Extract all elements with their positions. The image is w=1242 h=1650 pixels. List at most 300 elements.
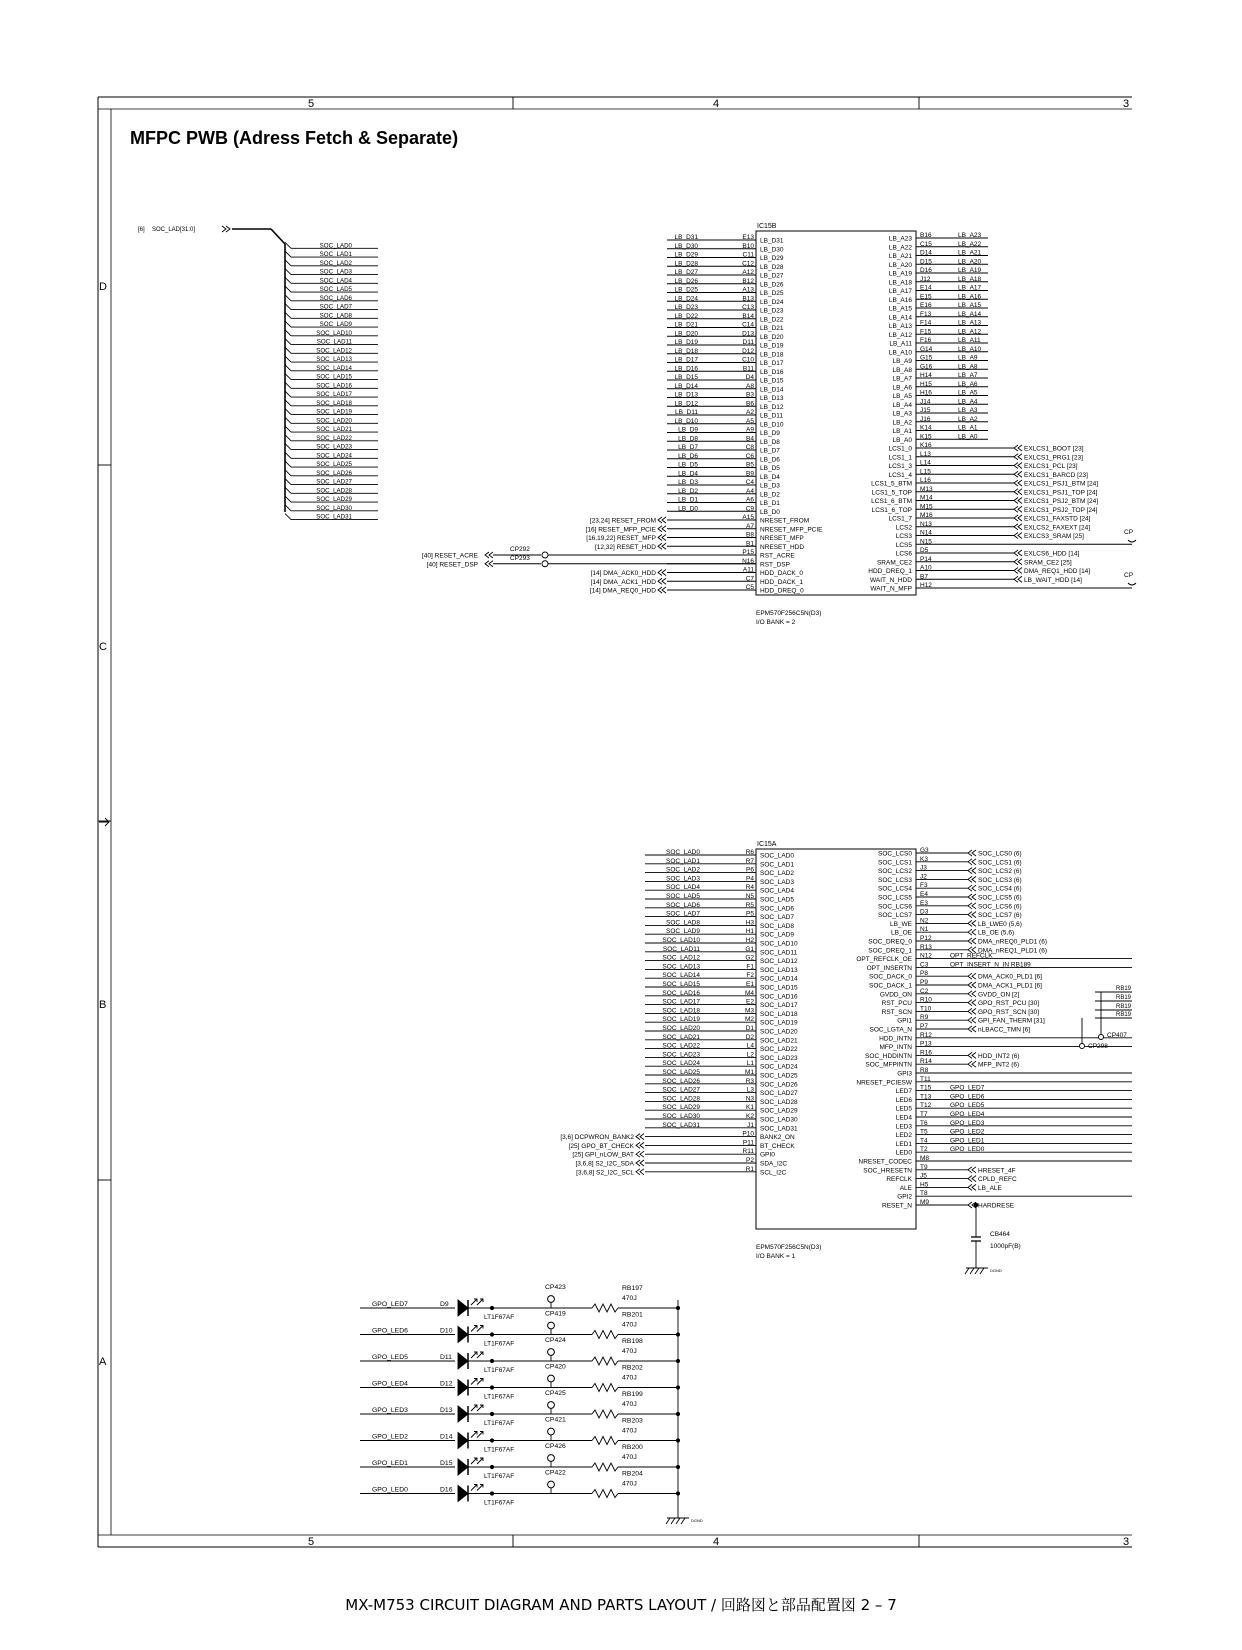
bus-tap-label: SOC_LAD0 — [319, 242, 352, 250]
net-connector — [1014, 463, 1022, 469]
net-label: DMA_ACK0_PLD1 [6] — [978, 973, 1042, 981]
pin-name: LB_A23 — [888, 235, 912, 243]
pin-name: SOC_DREQ_1 — [868, 947, 912, 955]
pin-name: LB_WE — [889, 920, 912, 928]
net-connector — [485, 561, 493, 567]
test-point-icon — [548, 1402, 555, 1409]
test-point-ref: CP407 — [1107, 1032, 1127, 1039]
pin-number: A10 — [920, 564, 932, 572]
pin-number: J15 — [920, 407, 931, 414]
pin-name: LB_D3 — [760, 482, 780, 490]
pin-number: G15 — [920, 354, 933, 362]
pin-number: J16 — [920, 415, 931, 423]
net-label: SOC_LAD18 — [662, 1007, 700, 1015]
net-label: SOC_LCS4 (6) — [978, 885, 1022, 893]
pin-name: LB_D23 — [760, 307, 784, 315]
pin-number: K16 — [920, 442, 932, 449]
test-point-icon — [548, 1322, 555, 1329]
net-label: LB_D14 — [674, 382, 698, 390]
resistor-ref: RB202 — [622, 1364, 643, 1372]
net-connector — [1014, 524, 1022, 530]
net-label: SOC_LAD20 — [662, 1025, 700, 1032]
pin-number: B12 — [742, 277, 754, 285]
resistor-ref: RB197 — [622, 1285, 643, 1292]
bus-line — [271, 229, 285, 244]
pin-name: HDD_DACK_0 — [760, 570, 803, 577]
pin-number: N14 — [920, 529, 932, 537]
pin-name: SOC_LAD2 — [760, 870, 794, 878]
pin-number: H14 — [920, 372, 932, 379]
net-label: LB_D17 — [674, 356, 698, 364]
bus-tap-label: SOC_LAD14 — [316, 364, 352, 372]
net-label: SOC_LAD26 — [662, 1077, 700, 1085]
net-label: LB_A13 — [958, 319, 982, 327]
pin-name: SOC_LAD24 — [760, 1063, 798, 1071]
ground-label: DGND — [691, 1518, 703, 1523]
pin-name: SOC_LAD5 — [760, 896, 794, 904]
ic-io-bank: I/O BANK = 1 — [756, 1253, 796, 1260]
led-net-label: GPO_LED2 — [372, 1433, 408, 1441]
pin-name: SCL_I2C — [760, 1169, 787, 1177]
net-label: LB_D5 — [678, 461, 698, 469]
pin-name: MFP_INTN — [879, 1044, 912, 1052]
pin-name: LB_D11 — [760, 412, 784, 420]
net-label: SRAM_CE2 [25] — [1024, 559, 1072, 567]
bus-tap-label: SOC_LAD23 — [316, 443, 352, 451]
capacitor-ref: CB464 — [990, 1231, 1010, 1238]
light-emission-icon — [471, 1326, 483, 1332]
bus-tap — [285, 452, 291, 458]
net-label: LB_D3 — [678, 479, 698, 486]
test-point-icon — [542, 561, 548, 567]
bus-tap-label: SOC_LAD27 — [316, 478, 352, 486]
pin-number: D12 — [742, 347, 754, 355]
bus-tap — [285, 347, 291, 353]
pin-number: K14 — [920, 424, 932, 432]
resistor-ref: RB19 — [1116, 986, 1132, 992]
net-label: EXLCS1_PSJ2_BTM [24] — [1024, 498, 1099, 505]
net-label: LB_A5 — [958, 389, 978, 397]
net-connector — [968, 920, 976, 926]
net-label: GPO_RST_PCU [30] — [978, 1000, 1040, 1008]
pin-name: BT_CHECK — [760, 1142, 795, 1150]
pin-number: T7 — [920, 1111, 928, 1118]
pin-number: L15 — [920, 468, 931, 476]
soc-lad-bus — [138, 226, 378, 521]
pin-number: R13 — [920, 943, 932, 951]
net-connector — [968, 850, 976, 856]
pin-name: SOC_LAD16 — [760, 993, 798, 1001]
bus-tap — [285, 242, 291, 248]
pin-number: H5 — [920, 1181, 929, 1189]
net-label: HDD_INT2 (6) — [978, 1052, 1020, 1060]
pin-name: LB_D8 — [760, 438, 780, 446]
net-connector — [968, 929, 976, 935]
pin-name: LB_D17 — [760, 360, 784, 367]
pin-name: SOC_LAD7 — [760, 914, 794, 922]
net-label: LB_A15 — [958, 302, 982, 309]
resistor-ref: RB201 — [622, 1311, 643, 1319]
pin-number: B8 — [746, 531, 754, 539]
net-connector — [1014, 471, 1022, 477]
resistor-ref: RB203 — [622, 1417, 643, 1425]
net-label: LB_A0 — [958, 433, 978, 441]
pin-number: T9 — [920, 1163, 928, 1171]
net-connector — [658, 517, 666, 523]
net-connector — [968, 1061, 976, 1067]
net-label: SOC_LAD0 — [666, 849, 700, 856]
net-label: SOC_LAD23 — [662, 1051, 700, 1059]
net-label: LB_D13 — [674, 391, 698, 399]
net-label: SOC_LAD21 — [662, 1033, 700, 1041]
pin-number: P6 — [746, 866, 754, 874]
bus-tap-label: SOC_LAD13 — [316, 356, 352, 364]
pin-number: B14 — [742, 312, 754, 320]
pin-name: LB_A9 — [892, 358, 912, 365]
junction-dot — [490, 1465, 493, 1468]
diode-part: LT1F67AF — [484, 1393, 515, 1401]
pin-number: K2 — [746, 1113, 754, 1120]
net-label: LB_D29 — [674, 251, 698, 259]
pin-number: P10 — [742, 1130, 754, 1138]
pin-name: WAIT_N_MFP — [870, 585, 912, 593]
bus-tap — [285, 461, 291, 467]
bus-tap — [285, 321, 291, 327]
net-label: SOC_LAD5 — [666, 893, 700, 900]
net-label: SOC_LAD3 — [666, 875, 700, 883]
pin-number: R5 — [745, 901, 754, 909]
led-diode-icon — [458, 1353, 468, 1369]
pin-number: J5 — [920, 1172, 927, 1180]
bus-tap-label: SOC_LAD10 — [316, 329, 352, 337]
pin-name: LED6 — [895, 1096, 912, 1104]
net-connector — [658, 526, 666, 532]
pin-name: SOC_LAD18 — [760, 1010, 798, 1018]
net-label: LB_D26 — [674, 277, 698, 285]
pin-name: LB_A3 — [892, 410, 912, 418]
pin-name: NRESET_MFP_PCIE — [760, 526, 823, 534]
pin-number: M16 — [920, 512, 933, 519]
net-label: LB_D8 — [678, 435, 698, 443]
bus-tap — [285, 365, 291, 371]
row-label: C — [99, 641, 107, 653]
pin-number: B10 — [742, 242, 754, 250]
pin-name: LB_A13 — [888, 323, 912, 330]
pin-name: LCS1_5_BTM — [871, 480, 912, 488]
bus-tap — [285, 505, 291, 511]
bus-tap-label: SOC_LAD2 — [319, 259, 352, 267]
pin-name: OPT_REFCLK_OE — [856, 956, 912, 964]
pin-name: SOC_LAD17 — [760, 1002, 798, 1010]
bus-tap-label: SOC_LAD7 — [319, 303, 352, 311]
pin-number: L16 — [920, 477, 931, 484]
pin-number: D3 — [920, 908, 929, 916]
pin-name: LB_D1 — [760, 500, 780, 507]
pin-number: C14 — [742, 321, 754, 329]
pin-name: LED0 — [895, 1149, 912, 1157]
net-connector — [968, 859, 976, 865]
net-label: LB_D28 — [674, 260, 698, 268]
net-label: SOC_LCS0 (6) — [978, 850, 1022, 858]
net-label: EXLCS1_FAXSTD [24] — [1024, 515, 1091, 523]
led-net-label: GPO_LED3 — [372, 1407, 408, 1414]
pin-name: LCS1_4 — [888, 471, 912, 479]
resistor-icon — [592, 1331, 618, 1339]
pin-number: C10 — [742, 356, 754, 364]
test-point-ref: CP423 — [545, 1284, 566, 1291]
bus-tap — [285, 487, 291, 493]
resistor-icon — [592, 1357, 618, 1365]
pin-number: M4 — [744, 989, 754, 997]
net-label: SOC_LCS3 (6) — [978, 876, 1022, 884]
bus-tap-label: SOC_LAD31 — [316, 513, 352, 521]
net-label: SOC_LAD8 — [666, 919, 700, 927]
net-label: LB_D4 — [678, 470, 698, 478]
net-label: EXLCS3_SRAM [25] — [1024, 533, 1084, 540]
pin-name: LB_A19 — [888, 270, 912, 278]
bus-tap-label: SOC_LAD1 — [319, 251, 352, 259]
pin-name: LB_D19 — [760, 342, 784, 350]
net-connector — [1014, 550, 1022, 556]
net-label: LB_D12 — [674, 400, 698, 408]
pin-number: M3 — [744, 1007, 754, 1015]
net-connector — [658, 587, 666, 593]
bus-tap-label: SOC_LAD6 — [319, 294, 352, 302]
net-label: HARDRESE — [978, 1202, 1015, 1210]
test-point-ref: CP420 — [545, 1363, 566, 1371]
row-label: B — [99, 999, 107, 1011]
pin-number: T10 — [920, 1005, 932, 1013]
diode-part: LT1F67AF — [484, 1367, 515, 1374]
pin-name: RST_SCN — [881, 1008, 912, 1016]
net-label: GVDD_ON [2] — [978, 991, 1020, 999]
ground-hatch — [681, 1518, 685, 1524]
pin-name: SOC_LCS7 — [878, 912, 912, 920]
net-label: HRESET_4F — [978, 1167, 1016, 1175]
pin-name: LB_A7 — [892, 375, 912, 383]
net-label: EXLCS1_BARCD [23] — [1024, 471, 1088, 479]
pin-name: SOC_LAD27 — [760, 1090, 798, 1098]
resistor-value: 470J — [622, 1480, 637, 1488]
pin-number: F2 — [746, 972, 754, 980]
pin-name: GVDD_ON — [879, 991, 912, 999]
net-label: DMA_nREQ1_PLD1 (6) — [978, 947, 1047, 955]
net-label: SOC_LAD9 — [666, 928, 700, 936]
frame-arrow-icon — [99, 818, 109, 826]
net-label: LB_D6 — [678, 452, 698, 460]
net-label: LB_A23 — [958, 232, 982, 239]
pin-number: R10 — [920, 996, 932, 1004]
pin-name: SOC_LGTA_N — [869, 1026, 912, 1034]
test-point-icon — [542, 552, 548, 558]
pin-name: LB_D9 — [760, 430, 780, 437]
column-label: 3 — [1122, 1536, 1130, 1548]
pin-name: LB_D30 — [760, 246, 784, 254]
net-label: EXLCS1_PSJ1_TOP [24] — [1024, 489, 1098, 497]
net-label: LB_D18 — [674, 347, 698, 355]
pin-number: E2 — [746, 998, 754, 1006]
net-label: LB_D2 — [678, 487, 698, 495]
net-connector — [968, 876, 976, 882]
pin-number: C11 — [742, 251, 754, 259]
net-connector — [968, 1017, 976, 1023]
net-label: LB_D10 — [674, 417, 698, 425]
net-label: GPO_LED3 — [950, 1119, 985, 1127]
junction-dot — [490, 1492, 493, 1495]
pin-name: NRESET_CODEC — [858, 1158, 912, 1166]
light-emission-icon — [471, 1299, 483, 1305]
resistor-ref: RB198 — [622, 1338, 643, 1345]
bus-tap — [285, 374, 291, 380]
net-label: [14] DMA_REQ0_HDD — [589, 587, 656, 595]
net-label: LB_A20 — [958, 258, 982, 266]
led-diode-icon — [458, 1380, 468, 1396]
net-label: [25] GPO_BT_CHECK — [568, 1142, 634, 1150]
net-label: LB_A4 — [958, 398, 978, 406]
net-connector — [968, 973, 976, 979]
bus-tap — [285, 382, 291, 388]
net-connector — [968, 991, 976, 997]
pin-number: K15 — [920, 433, 932, 441]
resistor-value: 470J — [622, 1348, 637, 1355]
pin-number: P9 — [920, 979, 928, 986]
net-label: [12,32] RESET_HDD — [594, 543, 656, 551]
ic-ref: IC15A — [757, 841, 777, 848]
pin-number: L3 — [746, 1086, 754, 1094]
pin-name: LB_A11 — [889, 340, 912, 348]
pin-name: LCS1_5_TOP — [871, 489, 912, 497]
column-label: 5 — [307, 98, 315, 110]
pin-name: LB_A5 — [892, 393, 912, 400]
net-label: EXLCS2_FAXEXT [24] — [1024, 524, 1090, 532]
net-label: LB_A8 — [958, 363, 978, 371]
pin-name: SOC_DACK_0 — [869, 973, 912, 981]
diode-ref: D10 — [440, 1327, 453, 1335]
net-label: LB_D11 — [674, 409, 698, 416]
net-label: LB_D31 — [674, 234, 698, 241]
led-net-label: GPO_LED0 — [372, 1486, 408, 1494]
led-diode-icon — [458, 1433, 468, 1449]
pin-name: LCS1_6_BTM — [871, 498, 912, 505]
pin-number: R4 — [745, 884, 754, 892]
bus-tap-label: SOC_LAD5 — [319, 286, 352, 294]
net-connector — [1014, 533, 1022, 539]
pin-name: LED7 — [895, 1088, 912, 1096]
pin-name: LB_D2 — [760, 491, 780, 499]
pin-name: SOC_LAD25 — [760, 1072, 798, 1080]
pin-name: LB_A16 — [888, 296, 912, 304]
pin-number: P2 — [746, 1157, 754, 1164]
pin-number: H16 — [920, 389, 932, 397]
bus-tap — [285, 295, 291, 301]
net-label: LB_D19 — [674, 339, 698, 346]
pin-number: P7 — [920, 1023, 928, 1030]
pin-number: R3 — [745, 1077, 754, 1085]
pin-name: SOC_LCS4 — [878, 885, 912, 893]
net-label: GPO_LED2 — [950, 1128, 985, 1136]
pin-number: H15 — [920, 380, 932, 388]
pin-name: LB_D18 — [760, 351, 784, 359]
diode-part: LT1F67AF — [484, 1340, 515, 1348]
pin-name: SOC_LAD22 — [760, 1046, 798, 1054]
pin-number: P13 — [920, 1040, 932, 1048]
pin-number: H1 — [745, 928, 754, 936]
resistor-value: 470J — [622, 1321, 637, 1329]
bus-tap-label: SOC_LAD28 — [316, 487, 352, 495]
pin-name: SOC_HDDINTN — [865, 1052, 912, 1060]
pin-number: J3 — [920, 864, 927, 872]
net-label: SOC_LAD31 — [662, 1121, 700, 1129]
net-label: GPO_LED1 — [950, 1137, 985, 1145]
junction-dot — [490, 1306, 493, 1309]
resistor-value: 470J — [622, 1427, 637, 1435]
net-connector — [968, 1184, 976, 1190]
bus-tap-label: SOC_LAD17 — [316, 391, 352, 399]
pin-name: SOC_LAD30 — [760, 1116, 798, 1124]
net-connector — [968, 1008, 976, 1014]
pin-name: LCS1_1 — [888, 454, 912, 462]
pin-name: HDD_DREQ_1 — [868, 568, 912, 575]
net-label: LB_D25 — [674, 286, 698, 294]
pin-number: C6 — [745, 452, 754, 460]
pin-number: E16 — [920, 302, 932, 309]
pin-number: F16 — [920, 337, 932, 344]
bus-tap-label: SOC_LAD12 — [316, 347, 352, 355]
pin-number: C13 — [742, 304, 754, 311]
diode-ref: D15 — [440, 1460, 453, 1467]
diode-part: LT1F67AF — [484, 1499, 515, 1507]
pin-name: SOC_LAD13 — [760, 966, 798, 974]
pin-number: R12 — [920, 1031, 932, 1039]
net-label: [14] DMA_ACK1_HDD — [590, 578, 656, 586]
pin-number: D1 — [745, 1025, 754, 1032]
pin-name: LB_D10 — [760, 421, 784, 429]
net-label: LB_A6 — [958, 380, 978, 388]
bus-tap-label: SOC_LAD3 — [319, 268, 352, 276]
ground-hatch — [676, 1518, 680, 1524]
net-label: [40] RESET_DSP — [426, 561, 478, 569]
ic15a-block — [560, 841, 1132, 1274]
resistor-icon — [592, 1384, 618, 1392]
net-label: [3,6,8] S2_I2C_SCL — [576, 1169, 634, 1177]
net-connector — [1014, 489, 1022, 495]
pin-number: N2 — [920, 917, 929, 925]
diode-ref: D12 — [440, 1380, 453, 1388]
bus-tap — [285, 479, 291, 485]
net-label: LB_A3 — [958, 407, 978, 414]
net-label: LB_ALE — [978, 1184, 1002, 1192]
column-label: 5 — [307, 1536, 315, 1548]
net-connector — [1014, 515, 1022, 521]
pin-name: SOC_LAD28 — [760, 1098, 798, 1106]
bus-name: SOC_LAD[31:0] — [152, 227, 196, 233]
pin-name: LB_D26 — [760, 281, 784, 289]
net-connector — [968, 885, 976, 891]
pin-number: C12 — [742, 260, 754, 268]
net-label: LB_D24 — [674, 295, 698, 303]
pin-number: A13 — [742, 286, 754, 294]
pin-number: E4 — [920, 891, 928, 898]
pin-number: T15 — [920, 1084, 932, 1092]
resistor-value: 470J — [622, 1401, 637, 1408]
net-label: SOC_LAD7 — [666, 910, 700, 918]
pin-name: REFCLK — [886, 1176, 912, 1184]
bus-tap — [285, 260, 291, 266]
net-label: EXLCS1_PRG1 [23] — [1024, 454, 1083, 462]
net-label: LB_A22 — [958, 240, 982, 248]
net-label: [25] GPI_nLOW_BAT — [572, 1151, 634, 1159]
net-label: LB_A16 — [958, 293, 982, 301]
